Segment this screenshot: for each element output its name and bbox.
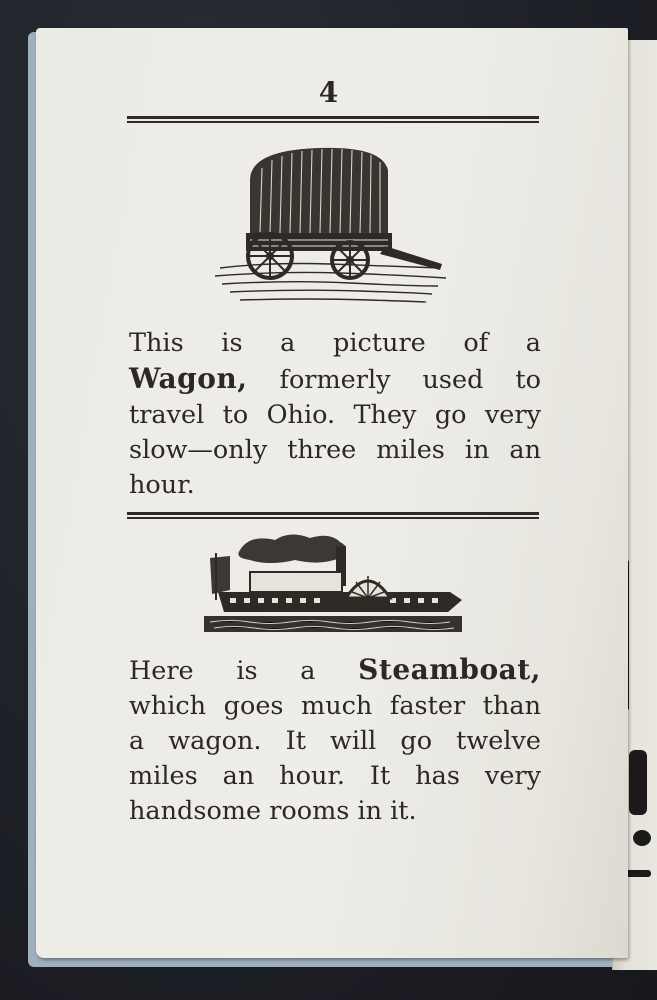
- text-line: which goes much faster than: [129, 691, 541, 721]
- text-line: slow—only three miles in an: [129, 435, 541, 465]
- covered-wagon-woodcut: [210, 140, 450, 315]
- text-line: Wagon, formerly used to: [129, 362, 541, 395]
- text-line: hour.: [129, 470, 195, 500]
- ink-stroke: [633, 830, 651, 846]
- text-line: handsome rooms in it.: [129, 796, 417, 826]
- text-line: miles an hour. It has very: [129, 761, 541, 791]
- paddle-steamboat-woodcut: [200, 528, 465, 638]
- emphasis-word: Steamboat,: [358, 653, 541, 686]
- text-line: Here is a Steamboat,: [129, 653, 541, 686]
- ink-stroke: [629, 750, 647, 815]
- text-line: travel to Ohio. They go very: [129, 400, 541, 430]
- emphasis-word: Wagon,: [129, 362, 248, 395]
- text-line: This is a picture of a: [129, 328, 541, 358]
- page-number: 4: [318, 76, 339, 109]
- text-line: a wagon. It will go twelve: [129, 726, 541, 756]
- middle-rule: [127, 512, 539, 519]
- wagon-paragraph: [129, 326, 541, 503]
- top-rule: [127, 116, 539, 123]
- steamboat-paragraph: [129, 652, 541, 829]
